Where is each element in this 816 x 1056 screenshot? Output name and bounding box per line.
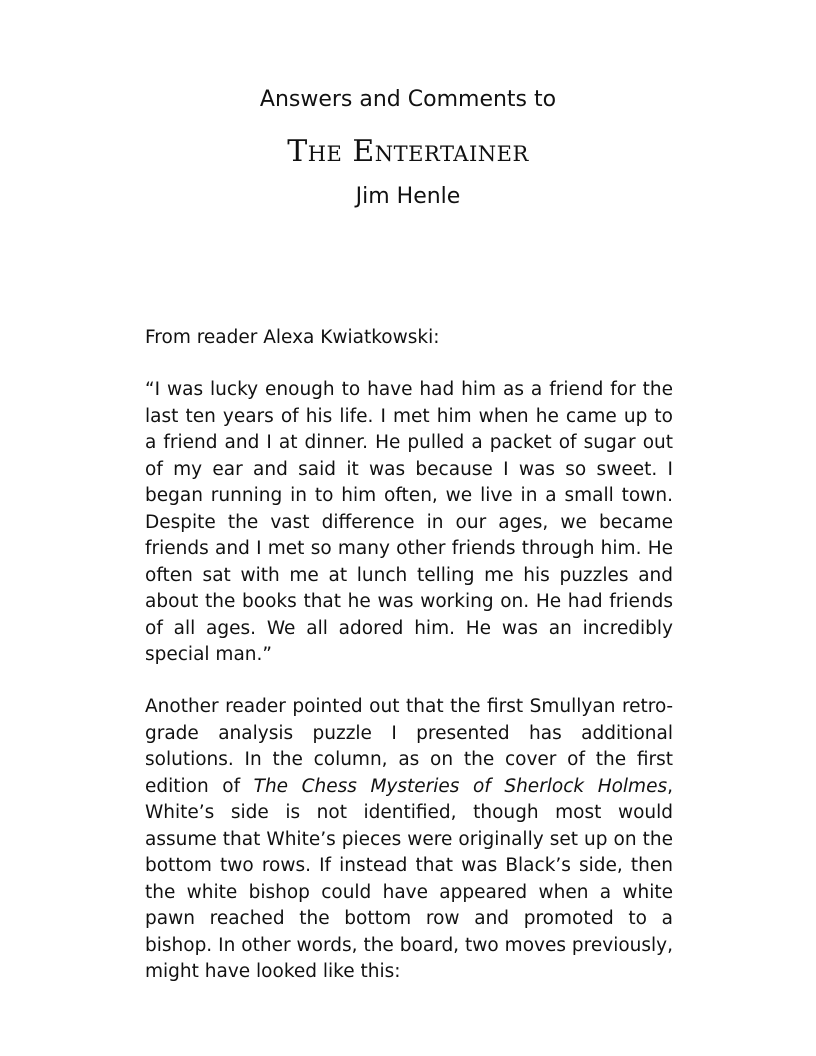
from-reader-line: From reader Alexa Kwiatkowski:	[145, 327, 440, 348]
document-title: The Entertainer	[287, 134, 529, 169]
book-title-italic: The Chess Mysteries of Sherlock Holmes	[253, 775, 668, 797]
document-subtitle: Answers and Comments to	[259, 87, 557, 112]
retrograde-analysis-paragraph	[145, 694, 673, 986]
paragraph-text-end: , White’s side is not identified, though most would assume that White’s pieces were originally set up on the bottom two rows. If instead that was Black’s side, then the white bishop could have appeared when a white pawn reached the bottom row and promoted to a bishop. In other words, the board, two moves previously, might have looked like this:	[145, 775, 673, 982]
paragraph-text-start: Another reader pointed out that the first Smullyan retrograde analysis puzzle I presented has additional solutions. In the column, as on the cover of the first edition of	[145, 696, 673, 797]
document-author: Jim Henle	[355, 184, 461, 209]
document-header	[0, 84, 816, 212]
reader-quote-paragraph: “I was lucky enough to have had him as a friend for the last ten years of his life. I met him when he came up to a friend and I at dinner. He pulled a packet of sugar out of my ear and said it was because I was so sweet. I began running in to him often, we live in a small town. Despite the vast difference in our ages, we became friends and I met so many other friends through him. He often sat with me at lunch telling me his puzzles and about the books that he was working on. He had friends of all ages. We all adored him. He was an incredibly special man.”	[145, 379, 673, 665]
